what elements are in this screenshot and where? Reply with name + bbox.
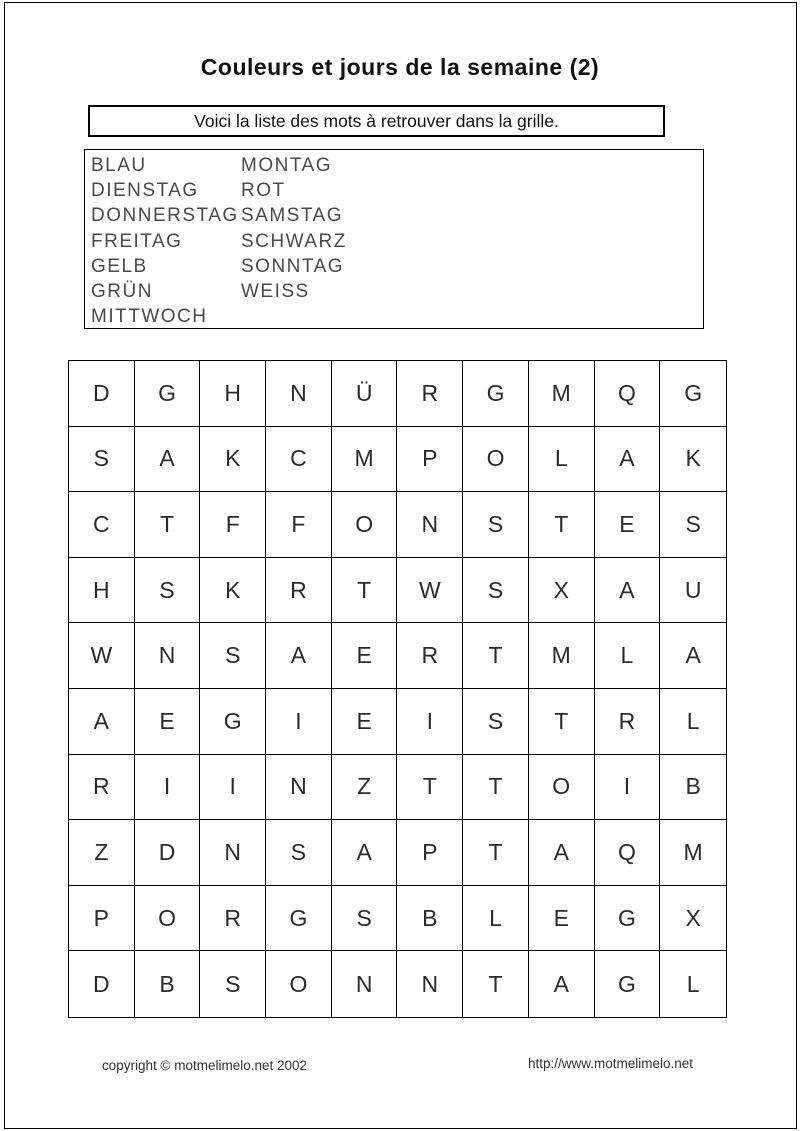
word-list-item: SCHWARZ <box>241 230 347 252</box>
grid-cell: M <box>332 427 398 493</box>
grid-cell: R <box>69 755 135 821</box>
instruction-text: Voici la liste des mots à retrouver dans la grille. <box>194 110 559 131</box>
grid-cell: D <box>69 361 135 427</box>
grid-cell: T <box>529 492 595 558</box>
grid-cell: A <box>595 558 661 624</box>
grid-cell: F <box>266 492 332 558</box>
footer-url: http://www.motmelimelo.net <box>527 1056 693 1071</box>
grid-cell: T <box>529 689 595 755</box>
grid-cell: G <box>660 361 726 427</box>
word-list-item: DONNERSTAG <box>91 205 239 227</box>
grid-cell: D <box>135 820 201 886</box>
grid-cell: Z <box>332 755 398 821</box>
word-list-item: WEISS <box>241 281 310 303</box>
grid-cell: T <box>332 558 398 624</box>
grid-cell: M <box>529 623 595 689</box>
grid-cell: X <box>529 558 595 624</box>
grid-cell: L <box>529 427 595 493</box>
grid-cell: G <box>595 951 661 1017</box>
grid-cell: U <box>660 558 726 624</box>
grid-cell: S <box>69 427 135 493</box>
grid-cell: A <box>69 689 135 755</box>
grid-cell: N <box>200 820 266 886</box>
word-list-column-2 <box>241 153 347 304</box>
grid-cell: Z <box>69 820 135 886</box>
instruction-box <box>88 105 665 137</box>
grid-cell: G <box>200 689 266 755</box>
grid-cell: D <box>69 951 135 1017</box>
grid-cell: S <box>200 951 266 1017</box>
grid-cell: B <box>135 951 201 1017</box>
grid-cell: R <box>266 558 332 624</box>
grid-cell: O <box>332 492 398 558</box>
grid-cell: P <box>69 886 135 952</box>
grid-cell: B <box>660 755 726 821</box>
grid-cell: A <box>135 427 201 493</box>
grid-cell: O <box>135 886 201 952</box>
grid-cell: H <box>69 558 135 624</box>
grid-cell: T <box>463 951 529 1017</box>
grid-cell: N <box>332 951 398 1017</box>
grid-cell: X <box>660 886 726 952</box>
word-search-grid <box>68 360 727 1018</box>
word-list-item: GELB <box>91 255 148 277</box>
grid-cell: L <box>686 970 700 997</box>
grid-cell: T <box>463 755 529 821</box>
grid-cell: R <box>397 623 463 689</box>
grid-cell: L <box>660 689 726 755</box>
grid-cell: R <box>200 886 266 952</box>
grid-cell: S <box>660 492 726 558</box>
word-list-item: MITTWOCH <box>91 306 208 328</box>
grid-cell: G <box>595 886 661 952</box>
grid-cell: T <box>463 820 529 886</box>
page-title: Couleurs et jours de la semaine (2) <box>200 54 600 80</box>
grid-cell: P <box>397 427 463 493</box>
grid-cell: O <box>463 427 529 493</box>
grid-cell: N <box>135 623 201 689</box>
grid-cell: E <box>332 623 398 689</box>
grid-cell: G <box>266 886 332 952</box>
grid-cell: H <box>200 361 266 427</box>
grid-cell: S <box>463 492 529 558</box>
grid-cell: T <box>463 623 529 689</box>
grid-cell: N <box>397 492 463 558</box>
word-list-item: GRÜN <box>91 281 153 303</box>
grid-cell: E <box>529 886 595 952</box>
grid-cell: I <box>595 755 661 821</box>
grid-cell: L <box>595 623 661 689</box>
grid-cell: I <box>397 689 463 755</box>
grid-cell: C <box>266 427 332 493</box>
grid-cell: W <box>69 623 135 689</box>
grid-cell: T <box>135 492 201 558</box>
word-list-item: ROT <box>241 180 286 202</box>
grid-cell: N <box>397 951 463 1017</box>
grid-cell: A <box>266 623 332 689</box>
word-list-item: BLAU <box>91 155 147 176</box>
grid-cell: I <box>266 689 332 755</box>
grid-cell: I <box>135 755 201 821</box>
grid-cell: R <box>397 361 463 427</box>
grid-cell: Q <box>595 361 661 427</box>
grid-cell: E <box>332 689 398 755</box>
grid-cell: I <box>200 755 266 821</box>
grid-cell: P <box>397 820 463 886</box>
grid-cell: W <box>397 558 463 624</box>
word-list-item: DIENSTAG <box>91 180 199 202</box>
grid-cell: C <box>69 492 135 558</box>
grid-cell: A <box>595 427 661 493</box>
grid-cell: K <box>660 427 726 493</box>
grid-cell: K <box>200 558 266 624</box>
grid-cell: Ü <box>332 361 398 427</box>
grid-cell: Q <box>595 820 661 886</box>
grid-cell: E <box>595 492 661 558</box>
grid-cell: M <box>529 361 595 427</box>
word-list-item: FREITAG <box>91 230 183 252</box>
grid-cell: A <box>660 623 726 689</box>
grid-cell: N <box>266 755 332 821</box>
grid-cell: G <box>463 361 529 427</box>
grid-cell: A <box>332 820 398 886</box>
grid-cell: E <box>135 689 201 755</box>
grid-cell: F <box>200 492 266 558</box>
grid-cell: R <box>595 689 661 755</box>
word-list-item: MONTAG <box>241 155 332 176</box>
grid-cell: S <box>200 623 266 689</box>
grid-cell: B <box>397 886 463 952</box>
grid-cell: A <box>529 820 595 886</box>
grid-cell: N <box>266 361 332 427</box>
grid-cell: S <box>463 558 529 624</box>
grid-cell: S <box>463 689 529 755</box>
grid-cell: A <box>529 951 595 1017</box>
grid-cell: K <box>200 427 266 493</box>
grid-cell: M <box>660 820 726 886</box>
grid-cell: L <box>463 886 529 952</box>
grid-cell: O <box>266 951 332 1017</box>
word-list-column-1 <box>91 153 239 329</box>
footer-copyright: copyright © motmelimelo.net 2002 <box>102 1058 308 1073</box>
grid-cell: S <box>332 886 398 952</box>
word-list-item: SAMSTAG <box>241 205 343 227</box>
grid-cell: S <box>266 820 332 886</box>
grid-cell: O <box>529 755 595 821</box>
grid-cell: S <box>135 558 201 624</box>
word-list-item: SONNTAG <box>241 255 345 277</box>
word-list-box <box>84 149 704 329</box>
grid-cell: T <box>397 755 463 821</box>
grid-cell: G <box>135 361 201 427</box>
